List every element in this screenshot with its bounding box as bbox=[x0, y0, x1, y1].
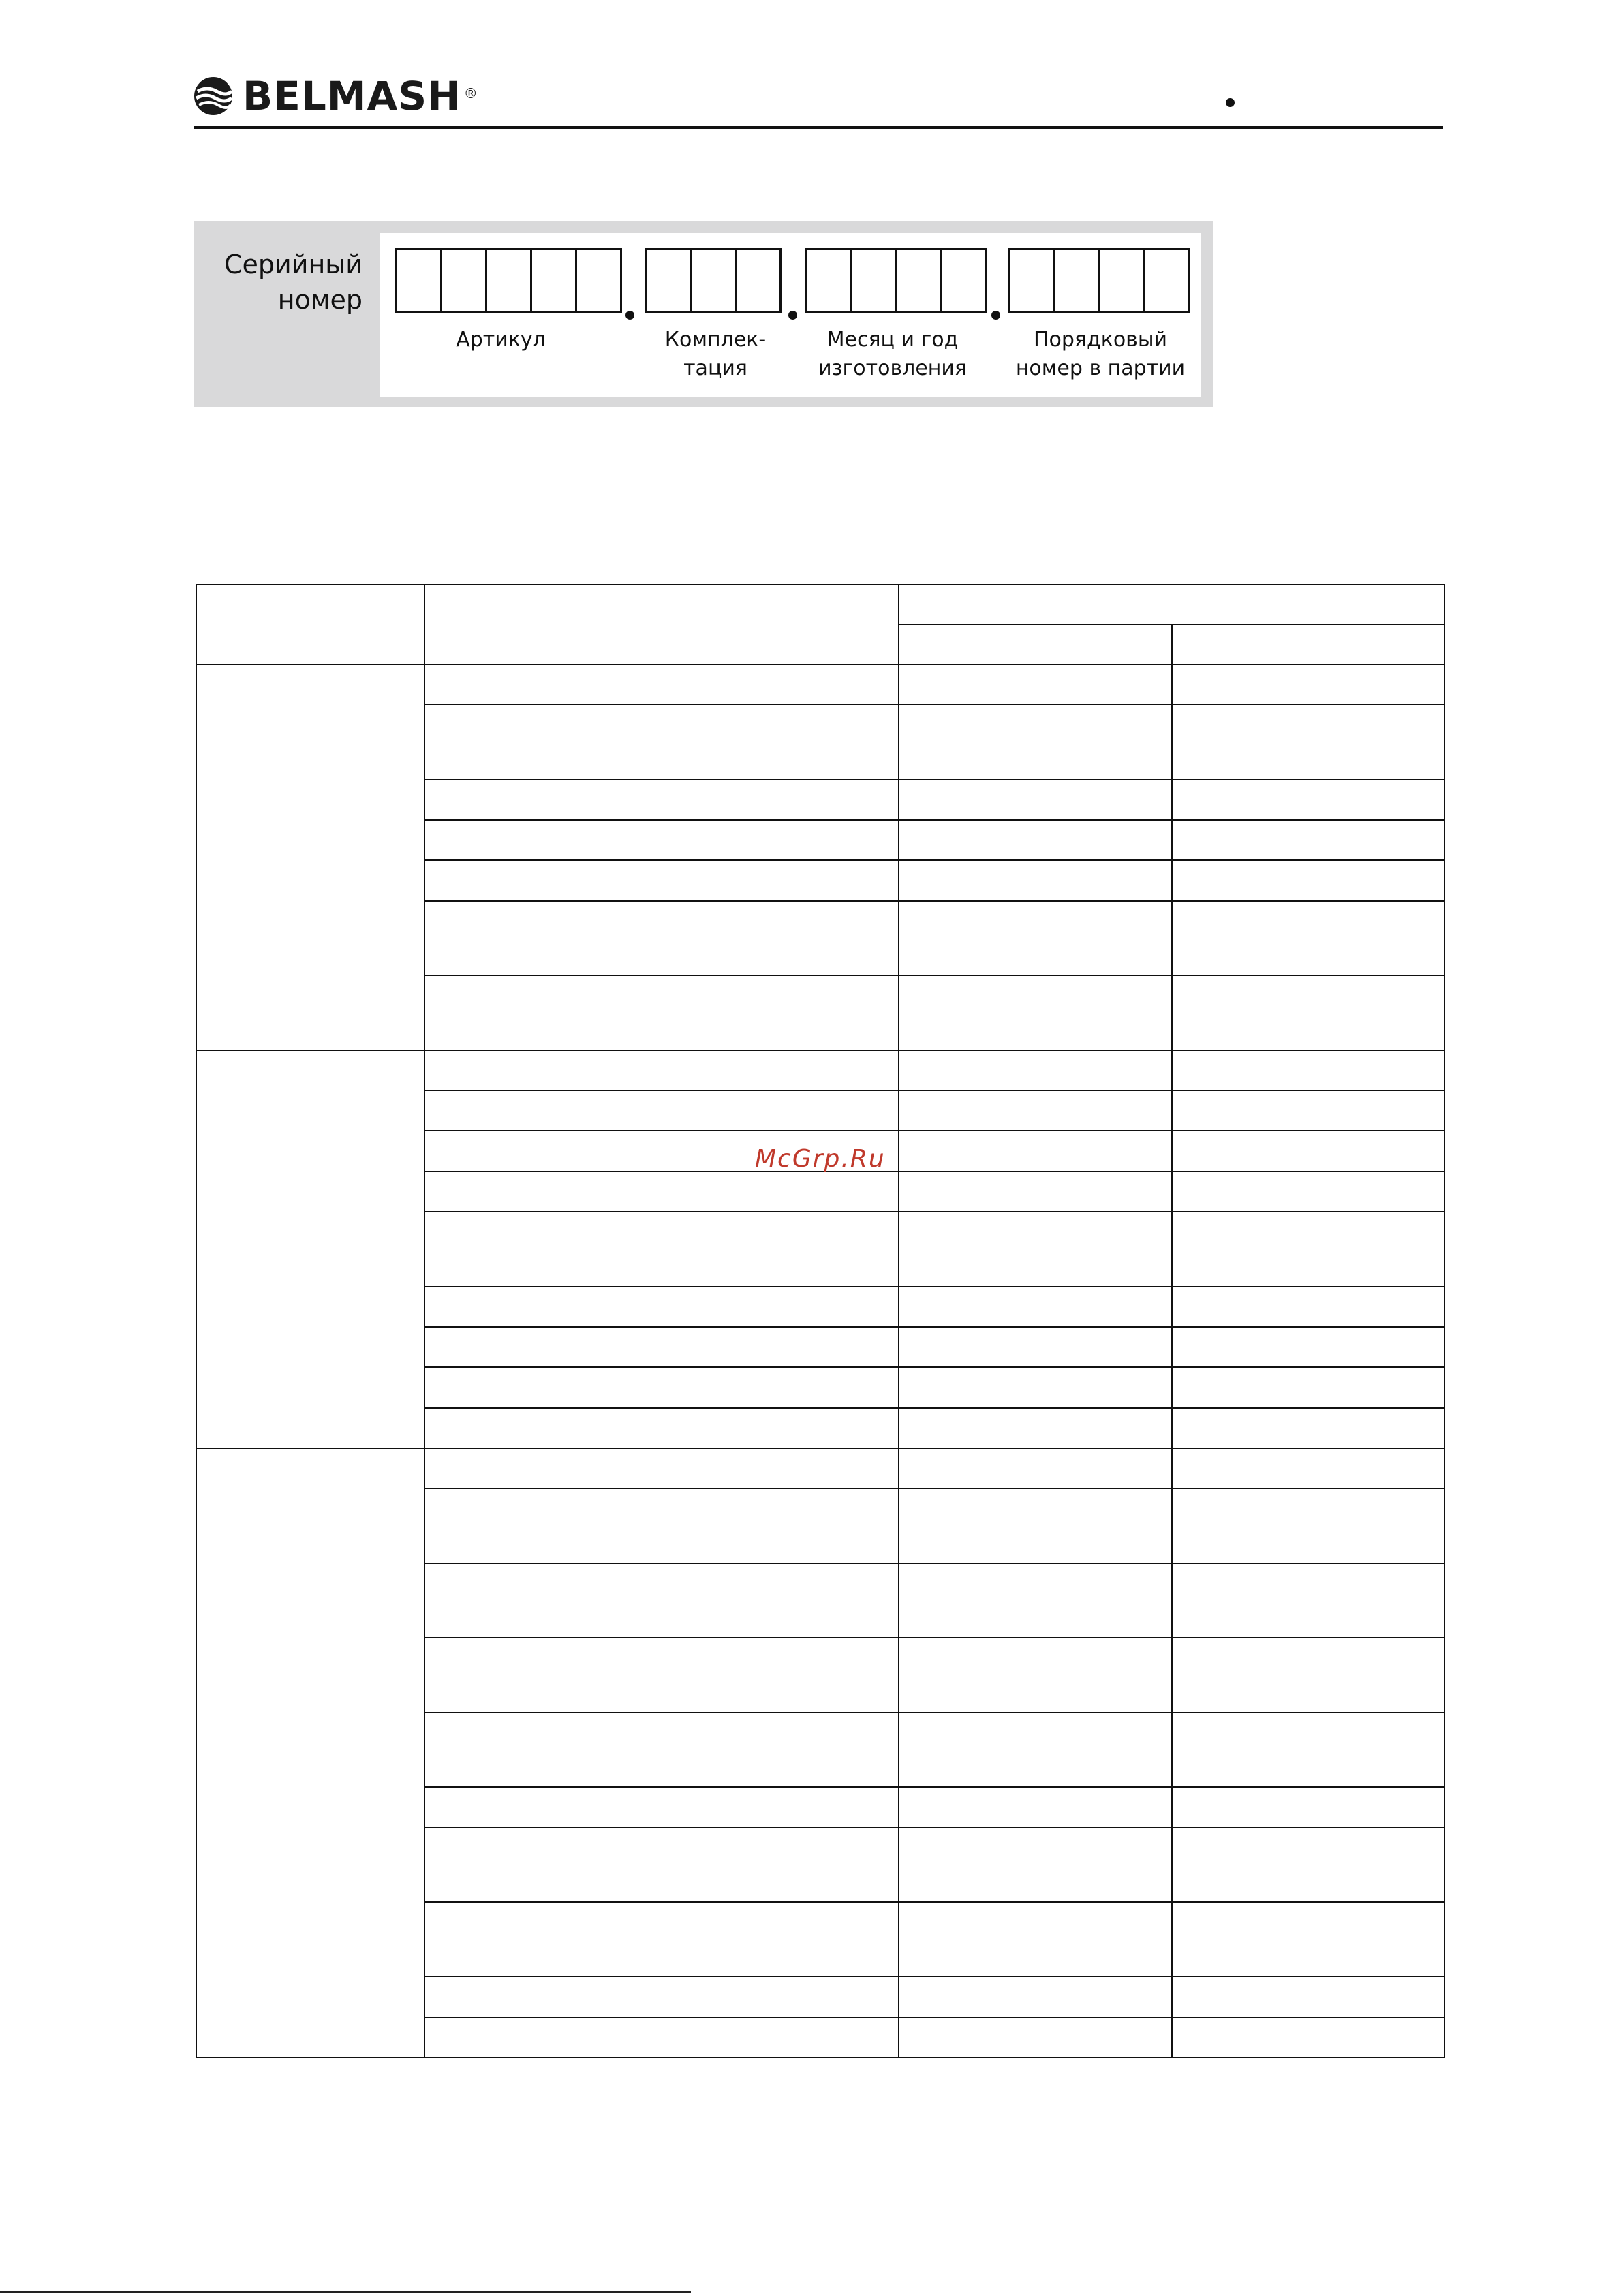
caption-date bbox=[801, 326, 985, 383]
caption-sequence bbox=[1005, 326, 1196, 383]
caption-article bbox=[395, 326, 606, 354]
digit-box[interactable] bbox=[1143, 248, 1190, 313]
digit-box[interactable] bbox=[1098, 248, 1145, 313]
row-rule bbox=[424, 1901, 1445, 1903]
row-rule bbox=[424, 1712, 1445, 1713]
footer-rule bbox=[0, 2291, 691, 2293]
header-bottom-rule bbox=[196, 664, 1445, 665]
brand-name: BELMASH bbox=[243, 73, 461, 119]
row-rule bbox=[424, 1827, 1445, 1828]
digit-box[interactable] bbox=[1008, 248, 1055, 313]
serial-separator-dot bbox=[788, 311, 797, 320]
column-divider bbox=[424, 584, 425, 2058]
column-divider bbox=[898, 584, 899, 2058]
section-rule bbox=[196, 1448, 1445, 1449]
table-border-right bbox=[1444, 584, 1445, 2058]
digit-box[interactable] bbox=[440, 248, 487, 313]
serial-group-kit bbox=[645, 248, 779, 313]
digit-box[interactable] bbox=[530, 248, 577, 313]
row-rule bbox=[424, 1366, 1445, 1368]
specification-table bbox=[196, 584, 1445, 2058]
serial-group-sequence bbox=[1008, 248, 1188, 313]
digit-box[interactable] bbox=[485, 248, 532, 313]
row-rule bbox=[424, 2017, 1445, 2018]
row-rule bbox=[424, 1637, 1445, 1638]
caption-date-line1: Месяц и год bbox=[826, 328, 959, 352]
serial-label-line2: номер bbox=[277, 285, 362, 315]
digit-box[interactable] bbox=[735, 248, 782, 313]
row-rule bbox=[424, 1130, 1445, 1131]
section-rule bbox=[196, 1050, 1445, 1051]
row-rule bbox=[424, 1211, 1445, 1212]
digit-box[interactable] bbox=[575, 248, 622, 313]
row-rule bbox=[424, 819, 1445, 821]
row-rule bbox=[424, 704, 1445, 705]
serial-separator-dot bbox=[625, 311, 634, 320]
row-rule bbox=[424, 1563, 1445, 1564]
caption-sequence-line1: Порядковый bbox=[1033, 328, 1168, 352]
digit-box[interactable] bbox=[805, 248, 852, 313]
column-divider bbox=[1171, 624, 1173, 2058]
digit-box[interactable] bbox=[1053, 248, 1100, 313]
caption-kit-line2: тация bbox=[683, 356, 747, 380]
serial-separator-dot bbox=[991, 311, 1000, 320]
caption-kit-line1: Комплек- bbox=[664, 328, 767, 352]
row-rule bbox=[424, 975, 1445, 976]
digit-box[interactable] bbox=[940, 248, 987, 313]
digit-box[interactable] bbox=[690, 248, 737, 313]
row-rule bbox=[424, 1286, 1445, 1287]
serial-group-date bbox=[805, 248, 985, 313]
caption-sequence-line2: номер в партии bbox=[1015, 356, 1186, 380]
row-rule bbox=[424, 1090, 1445, 1091]
header-divider bbox=[194, 126, 1443, 129]
row-rule bbox=[424, 779, 1445, 780]
header-subdivider bbox=[898, 624, 1445, 625]
digit-box[interactable] bbox=[895, 248, 942, 313]
digit-box[interactable] bbox=[850, 248, 897, 313]
caption-kit bbox=[634, 326, 797, 383]
serial-number-label bbox=[204, 247, 362, 318]
row-rule bbox=[424, 900, 1445, 902]
brand-logo bbox=[194, 75, 480, 117]
belmash-logo-icon bbox=[194, 76, 233, 116]
digit-box[interactable] bbox=[395, 248, 442, 313]
row-rule bbox=[424, 1171, 1445, 1172]
registered-mark: ® bbox=[463, 85, 478, 102]
row-rule bbox=[424, 1488, 1445, 1489]
serial-label-line1: Серийный bbox=[224, 249, 362, 279]
row-rule bbox=[424, 859, 1445, 861]
table-border-left bbox=[196, 584, 197, 2058]
serial-group-article bbox=[395, 248, 620, 313]
row-rule bbox=[424, 1786, 1445, 1788]
watermark: McGrp.Ru bbox=[755, 1145, 886, 1173]
row-rule bbox=[424, 1326, 1445, 1328]
table-border-top bbox=[196, 584, 1445, 585]
header-bullet bbox=[1226, 98, 1235, 107]
table-border-bottom bbox=[196, 2057, 1445, 2058]
row-rule bbox=[424, 1407, 1445, 1409]
digit-box[interactable] bbox=[645, 248, 692, 313]
row-rule bbox=[424, 1976, 1445, 1977]
caption-article-line1: Артикул bbox=[456, 328, 546, 352]
caption-date-line2: изготовления bbox=[818, 356, 967, 380]
